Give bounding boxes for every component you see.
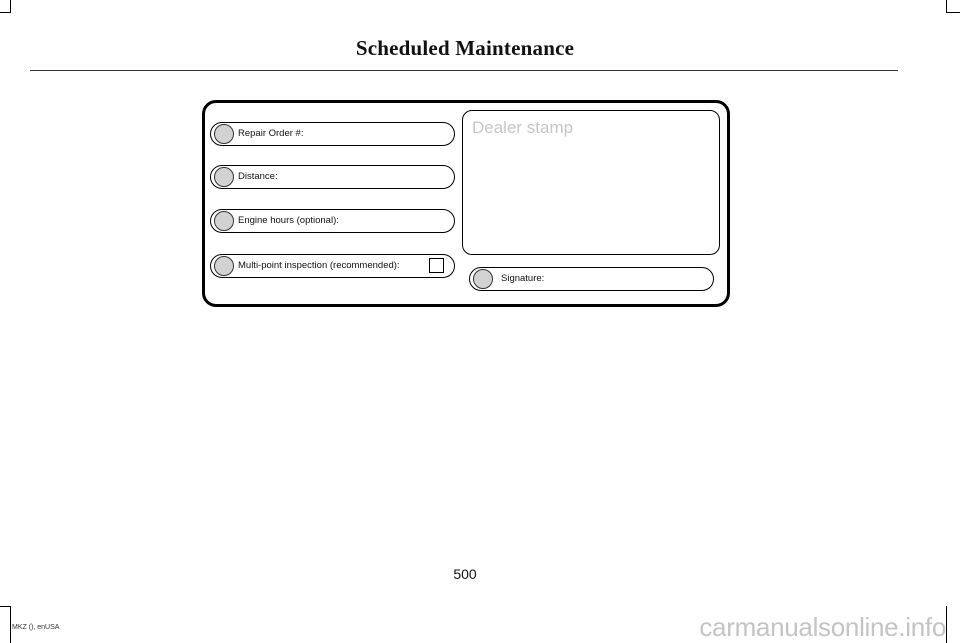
record-dot-icon xyxy=(214,167,234,187)
watermark: carmanualsonline.info xyxy=(699,612,946,642)
engine-hours-label: Engine hours (optional): xyxy=(238,215,339,226)
dealer-stamp-label: Dealer stamp xyxy=(472,118,574,137)
crop-mark-bottom-left xyxy=(0,606,11,607)
multi-point-inspection-label: Multi-point inspection (recommended): xyxy=(238,260,400,271)
distance-field[interactable] xyxy=(210,165,455,189)
multi-point-inspection-field[interactable] xyxy=(210,254,455,278)
signature-field[interactable] xyxy=(469,267,714,291)
crop-mark-top-right xyxy=(946,12,960,13)
signature-label: Signature: xyxy=(501,273,545,284)
crop-mark-top-right xyxy=(946,0,947,12)
repair-order-field[interactable] xyxy=(210,122,455,146)
distance-label: Distance: xyxy=(238,171,278,182)
crop-mark-bottom-left xyxy=(10,606,11,643)
record-dot-icon xyxy=(214,256,234,276)
engine-hours-field[interactable] xyxy=(210,209,455,233)
page-number: 500 xyxy=(453,566,477,582)
inspection-checkbox[interactable] xyxy=(429,258,444,273)
record-dot-icon xyxy=(214,124,234,144)
dealer-stamp-box xyxy=(462,110,720,255)
crop-mark-top-left xyxy=(0,12,11,13)
footer-code: MKZ (), enUSA xyxy=(12,624,60,631)
repair-order-label: Repair Order #: xyxy=(238,128,304,139)
record-dot-icon xyxy=(473,269,493,289)
crop-mark-top-left xyxy=(10,0,11,12)
title-divider xyxy=(30,70,898,71)
page-title: Scheduled Maintenance xyxy=(355,36,575,60)
record-dot-icon xyxy=(214,211,234,231)
crop-mark-bottom-right xyxy=(946,606,947,643)
